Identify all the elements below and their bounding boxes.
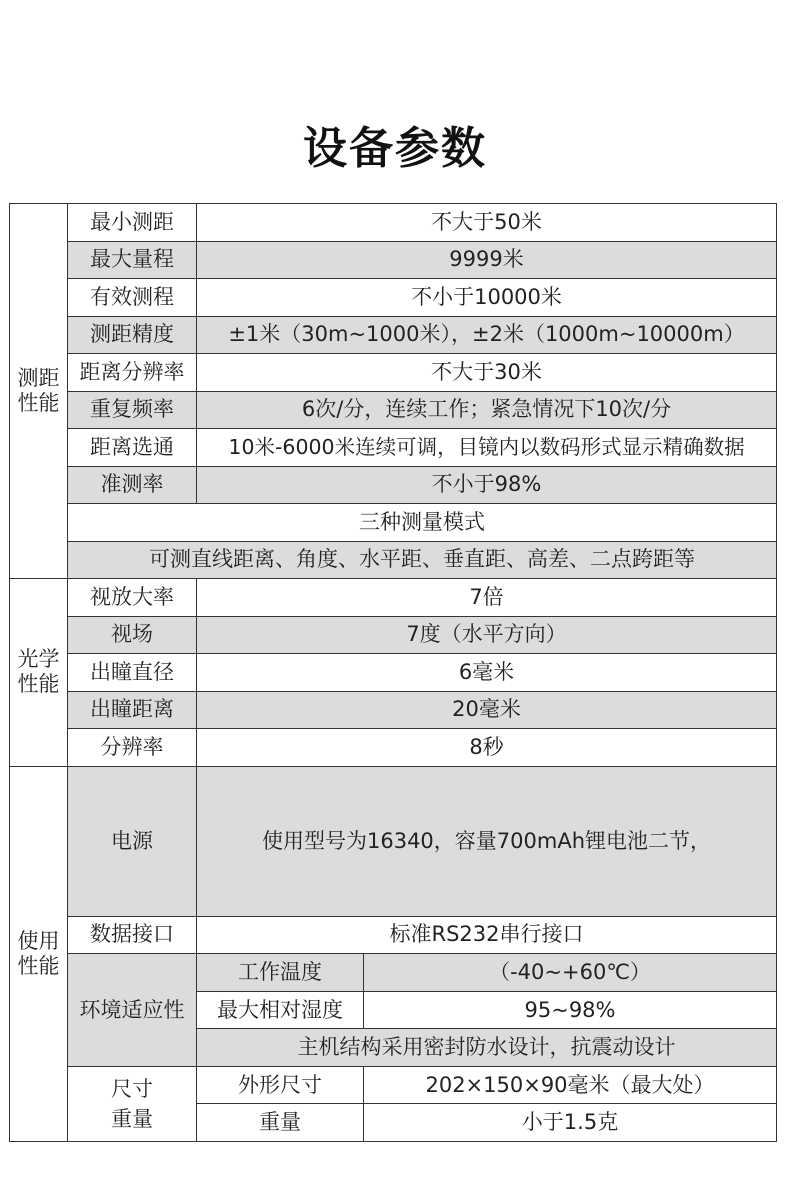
row-value: 7度（水平方向） [197,616,777,654]
table-row [10,579,777,617]
row-label: 环境适应性 [68,954,197,1067]
row-label: 分辨率 [68,729,197,767]
row-value: ±1米（30m~1000米），±2米（1000m~10000m） [197,316,777,354]
table-row [10,279,777,317]
row-value: （-40~+60℃） [364,954,777,992]
row-label: 电源 [68,766,197,916]
row-value: 6毫米 [197,654,777,692]
row-value: 不小于10000米 [197,279,777,317]
row-value: 不大于30米 [197,354,777,392]
table-row [10,504,777,542]
row-label: 准测率 [68,466,197,504]
table-row [10,204,777,242]
table-row [10,391,777,429]
full-row: 三种测量模式 [68,504,777,542]
row-label: 重复频率 [68,391,197,429]
row-label: 数据接口 [68,916,197,954]
table-row [10,354,777,392]
row-value: 6次/分，连续工作；紧急情况下10次/分 [197,391,777,429]
row-value: 7倍 [197,579,777,617]
table-row [10,654,777,692]
row-value: 95~98% [364,991,777,1029]
row-label: 出瞳直径 [68,654,197,692]
row-value: 使用型号为16340，容量700mAh锂电池二节， [197,766,777,916]
table-row [10,1066,777,1104]
row-value: 202×150×90毫米（最大处） [364,1066,777,1104]
row-value: 不大于50米 [197,204,777,242]
row-label: 有效测程 [68,279,197,317]
row-label: 视场 [68,616,197,654]
row-value: 不小于98% [197,466,777,504]
row-label: 尺寸 重量 [68,1066,197,1141]
table-row [10,466,777,504]
full-row: 可测直线距离、角度、水平距、垂直距、高差、二点跨距等 [68,541,777,579]
section-label-optics: 光学 性能 [10,579,68,767]
table-row [10,691,777,729]
table-row [10,729,777,767]
row-label: 出瞳距离 [68,691,197,729]
row-label: 视放大率 [68,579,197,617]
row-label: 测距精度 [68,316,197,354]
table-row [10,954,777,992]
row-value: 小于1.5克 [364,1104,777,1142]
row-label: 最小测距 [68,204,197,242]
table-row [10,241,777,279]
row-value: 标准RS232串行接口 [197,916,777,954]
row-label: 距离分辨率 [68,354,197,392]
sub-label: 重量 [197,1104,364,1142]
section-label-usage: 使用 性能 [10,766,68,1141]
section-label-ranging: 测距 性能 [10,204,68,579]
table-row [10,616,777,654]
row-label: 最大量程 [68,241,197,279]
table-row [10,316,777,354]
spec-table [9,203,777,1142]
sub-label: 外形尺寸 [197,1066,364,1104]
row-value: 10米-6000米连续可调，目镜内以数码形式显示精确数据 [197,429,777,467]
table-row [10,541,777,579]
table-row [10,916,777,954]
row-label: 距离选通 [68,429,197,467]
table-row [10,429,777,467]
row-value: 8秒 [197,729,777,767]
page-title: 设备参数 [303,123,487,174]
row-value: 9999米 [197,241,777,279]
row-value: 主机结构采用密封防水设计，抗震动设计 [197,1029,777,1067]
row-value: 20毫米 [197,691,777,729]
table-row [10,766,777,916]
sub-label: 最大相对湿度 [197,991,364,1029]
sub-label: 工作温度 [197,954,364,992]
